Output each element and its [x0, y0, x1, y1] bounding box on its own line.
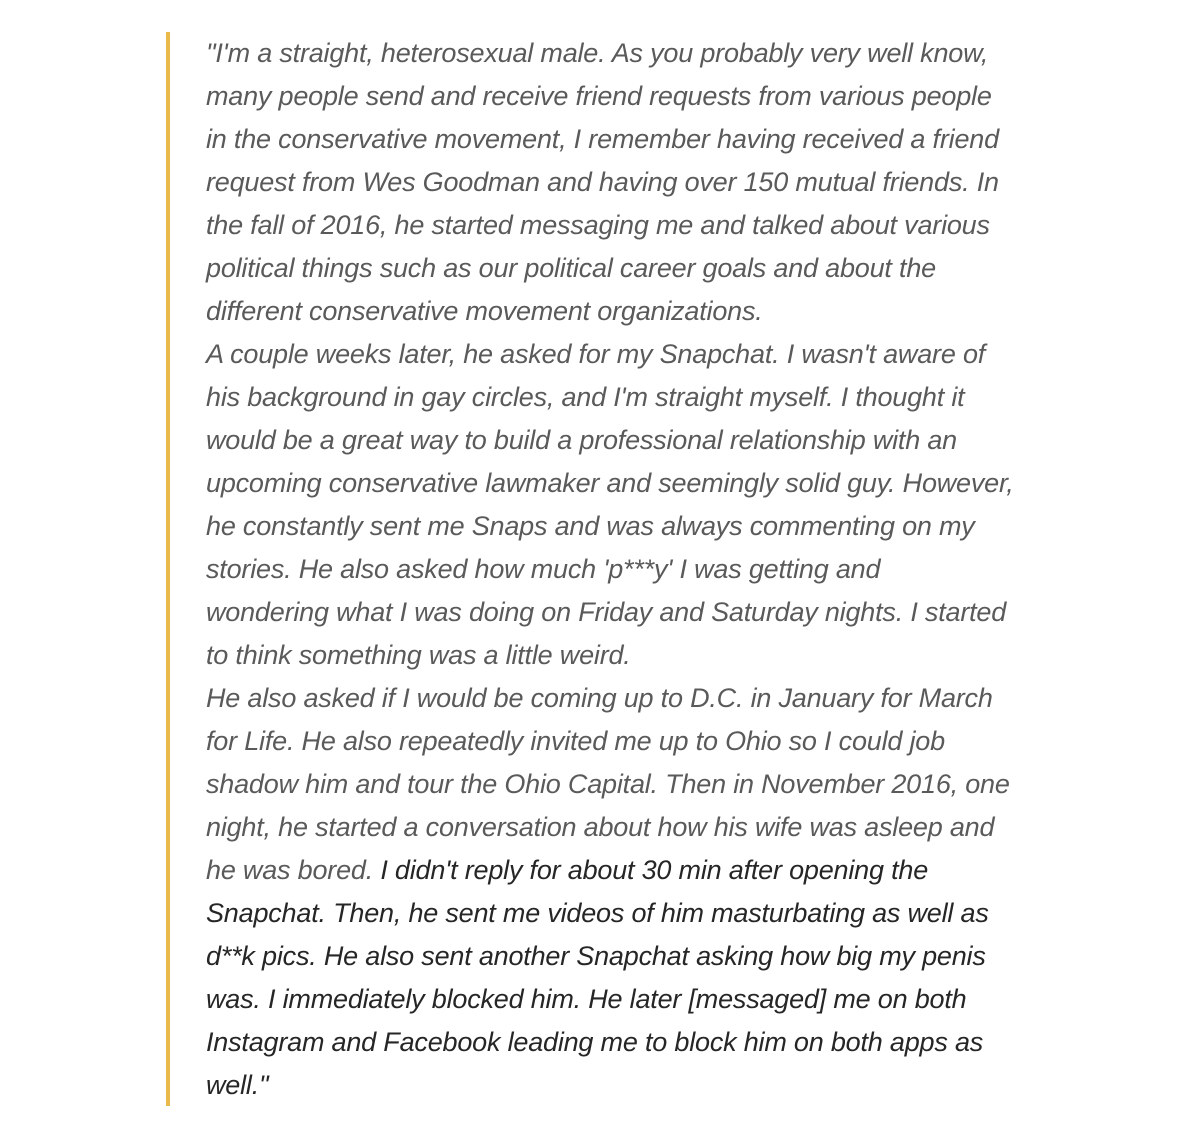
quote-line: in the conservative movement, I remember having received a friend — [206, 124, 999, 154]
quote-line: stories. He also asked how much 'p***y' I was getting and — [206, 554, 881, 584]
quote-text — [206, 32, 1046, 1107]
quote-line: would be a great way to build a professional relationship with an — [206, 425, 957, 455]
blockquote — [166, 32, 1046, 1106]
quote-line: upcoming conservative lawmaker and seemingly solid guy. However, — [206, 468, 1014, 498]
quote-line: political things such as our political career goals and about the — [206, 253, 936, 283]
quote-line: He also asked if I would be coming up to D.C. in January for March — [206, 683, 993, 713]
quote-line: he constantly sent me Snaps and was always commenting on my — [206, 511, 975, 541]
quote-line: A couple weeks later, he asked for my Snapchat. I wasn't aware of — [206, 339, 986, 369]
quote-line: different conservative movement organizations. — [206, 296, 763, 326]
quote-line: many people send and receive friend requests from various people — [206, 81, 992, 111]
quote-line: night, he started a conversation about how his wife was asleep and — [206, 812, 995, 842]
quote-line: shadow him and tour the Ohio Capital. Then in November 2016, one — [206, 769, 1010, 799]
quote-line: request from Wes Goodman and having over 150 mutual friends. In — [206, 167, 999, 197]
quote-line-emphasis: was. I immediately blocked him. He later [messaged] me on both — [206, 984, 967, 1014]
quote-line: his background in gay circles, and I'm straight myself. I thought it — [206, 382, 965, 412]
quote-line: for Life. He also repeatedly invited me up to Ohio so I could job — [206, 726, 945, 756]
quote-line: to think something was a little weird. — [206, 640, 631, 670]
quote-line-emphasis: Instagram and Facebook leading me to block him on both apps as — [206, 1027, 984, 1057]
quote-line: the fall of 2016, he started messaging me and talked about various — [206, 210, 990, 240]
quote-line-emphasis: Snapchat. Then, he sent me videos of him masturbating as well as — [206, 898, 989, 928]
quote-line: wondering what I was doing on Friday and Saturday nights. I started — [206, 597, 1007, 627]
quote-line-emphasis-part: I didn't reply for about 30 min after opening the — [380, 855, 929, 885]
quote-line-mixed — [206, 849, 1046, 892]
quote-line-emphasis: d**k pics. He also sent another Snapchat asking how big my penis — [206, 941, 986, 971]
quote-line: "I'm a straight, heterosexual male. As you probably very well know, — [206, 38, 989, 68]
quote-line-emphasis: well." — [206, 1070, 269, 1100]
quote-line-plain-part: he was bored. — [206, 855, 381, 885]
